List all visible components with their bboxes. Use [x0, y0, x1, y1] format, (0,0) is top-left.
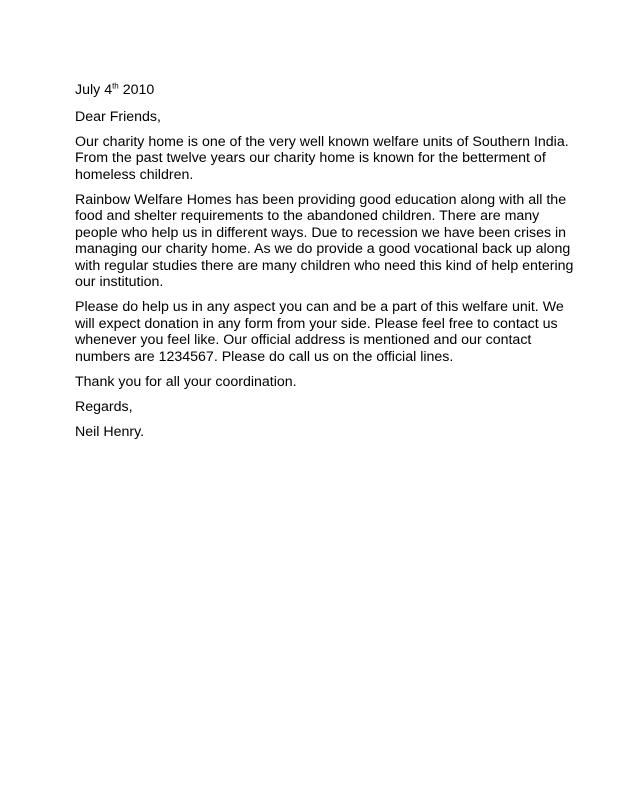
- date-day-suffix: th: [112, 81, 119, 91]
- letter-body: [75, 82, 575, 449]
- paragraph-intro: Our charity home is one of the very well known welfare units of Southern India. From the past twelve years our charity home is known for the betterment of homeless children.: [75, 133, 569, 183]
- date-year: 2010: [122, 82, 155, 98]
- paragraph-thanks: Thank you for all your coordination.: [75, 373, 297, 390]
- paragraph-request: Please do help us in any aspect you can and be a part of this welfare unit. We will expect donation in any form from your side. Please feel free to contact us whenever you feel like. Our official address is mentioned and our contact numbers are 1234567. Please do call us on the official lines.: [75, 299, 564, 365]
- letter-date: [75, 82, 575, 99]
- date-day: 4: [104, 82, 113, 98]
- date-month: July: [75, 82, 101, 98]
- paragraph-services: Rainbow Welfare Homes has been providing good education along with all the food and shelter requirements to the abandoned children. There are many people who help us in different ways. Due to recession we have been crises in managing our charity home. As we do provide a good vocational back up along with regular studies there are many children who need this kind of help entering our institution.: [75, 191, 574, 290]
- signature: Neil Henry.: [75, 423, 145, 440]
- salutation: Dear Friends,: [75, 108, 161, 125]
- closing: Regards,: [75, 398, 133, 415]
